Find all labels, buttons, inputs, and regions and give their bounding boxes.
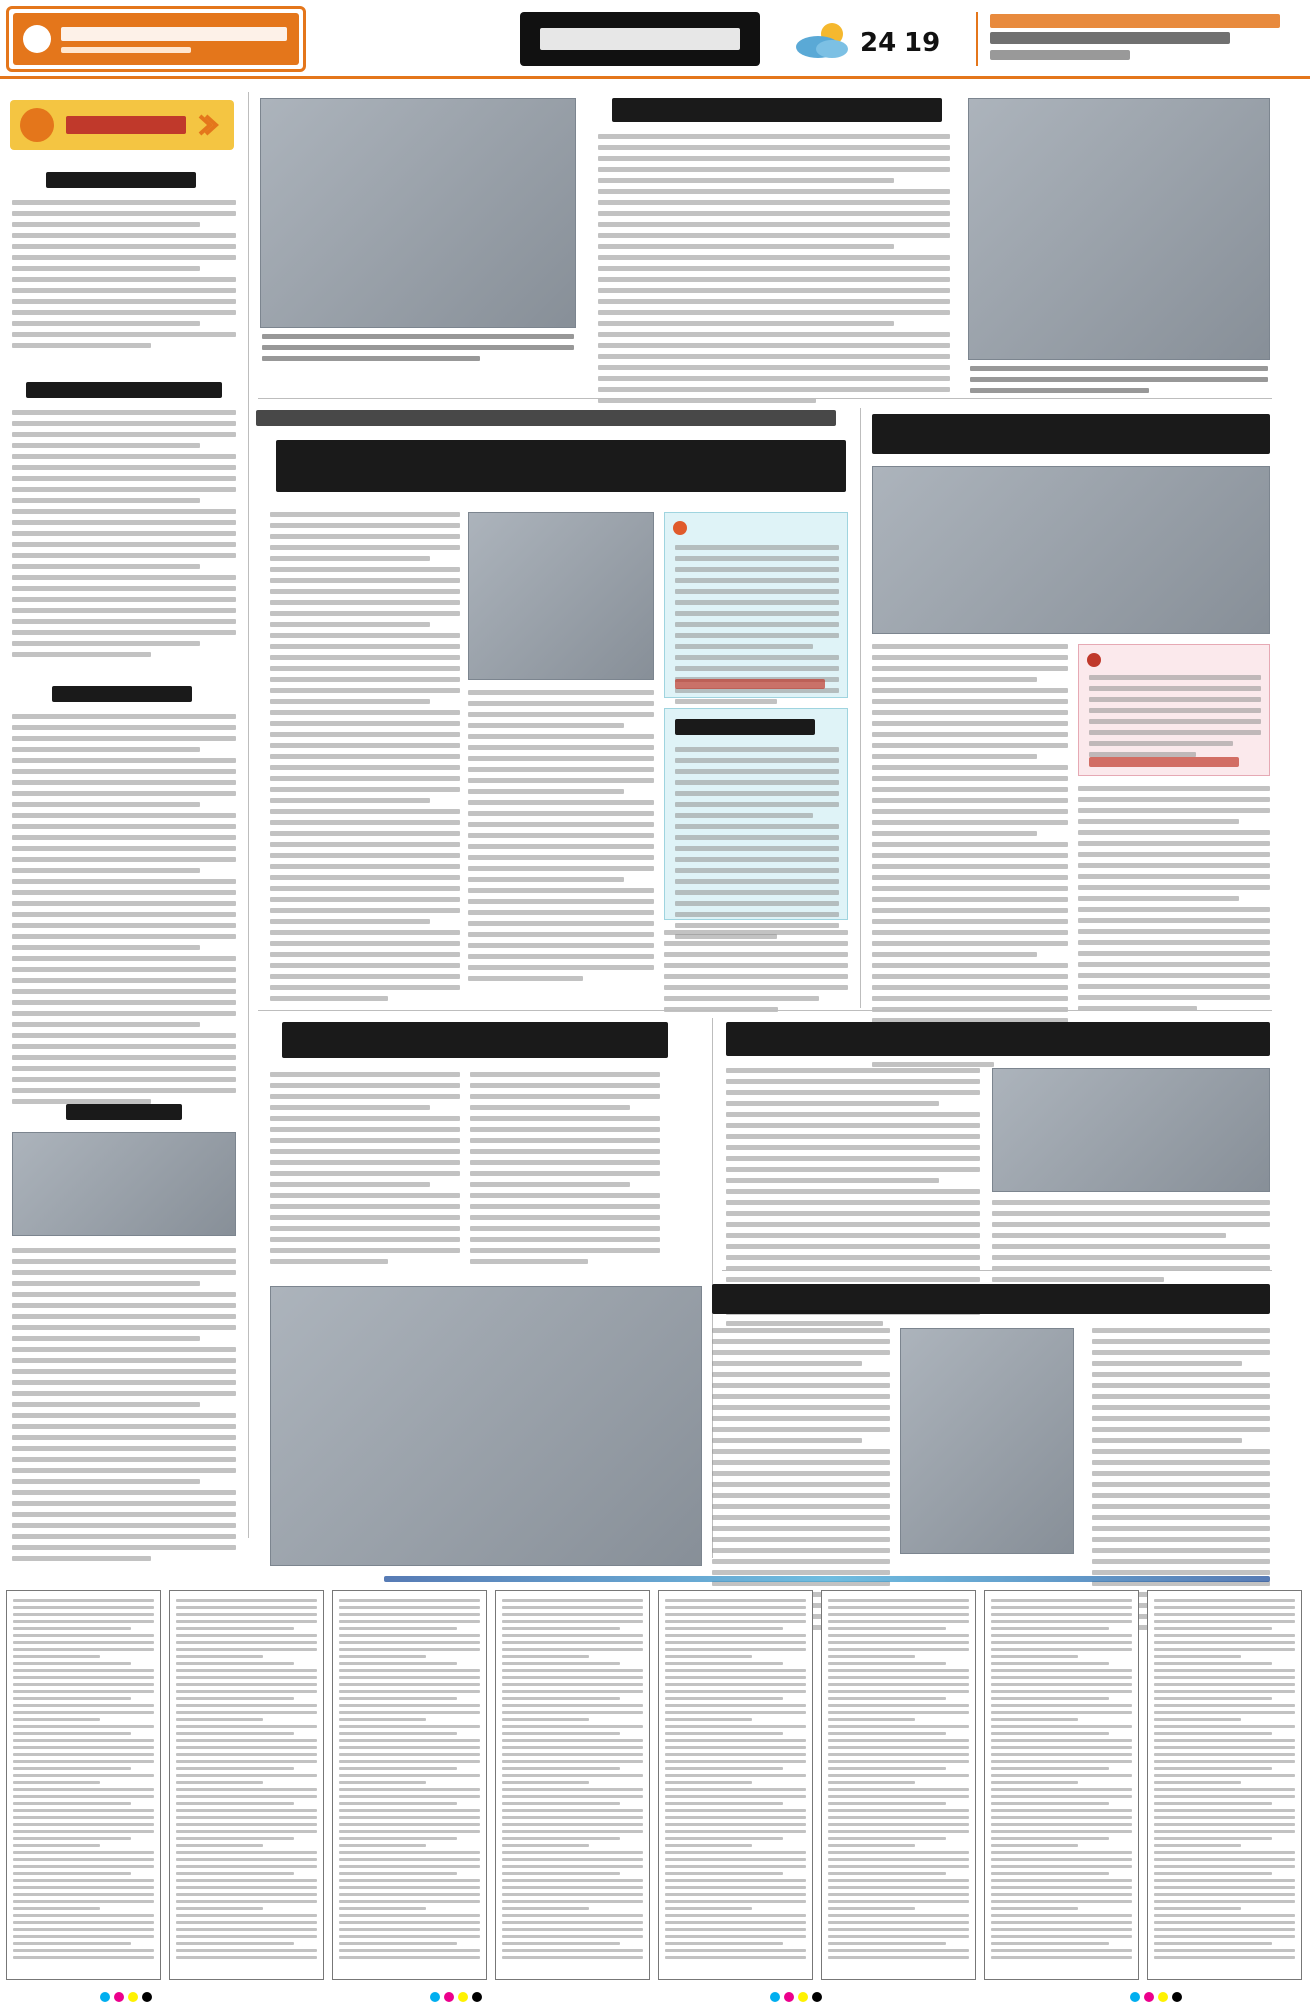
registration-dot [142, 1992, 152, 2002]
registration-dot [100, 1992, 110, 2002]
section-rule [258, 398, 1272, 399]
city [990, 50, 1130, 60]
edition-bar [520, 12, 1280, 68]
pull-quote [1089, 675, 1261, 763]
legal-notice [658, 1590, 813, 1980]
lead-headline [276, 440, 846, 492]
story-photo [968, 98, 1270, 360]
legal-notice [169, 1590, 324, 1980]
sidebar-body [675, 747, 839, 945]
story-photo [260, 98, 576, 328]
lead-kicker [256, 410, 836, 426]
registration-dot [1172, 1992, 1182, 2002]
story-photo [270, 1286, 702, 1566]
registration-dot [430, 1992, 440, 2002]
story-headline [282, 1022, 668, 1058]
legal-notice [1147, 1590, 1302, 1980]
column-rule [248, 92, 249, 1538]
brief-headline [52, 686, 192, 702]
registration-dot [114, 1992, 124, 2002]
registration-dot [770, 1992, 780, 2002]
lead-body-column [468, 690, 654, 987]
edition-title [520, 12, 760, 66]
legal-notices-section [0, 1550, 1310, 1990]
registration-dot [458, 1992, 468, 2002]
pointing-hand-icon [20, 108, 54, 142]
min-temp: 19 [904, 28, 941, 58]
story-body [270, 1072, 460, 1270]
photo-caption [970, 366, 1268, 393]
legal-notice [6, 1590, 161, 1980]
story-headline [726, 1022, 1270, 1056]
newspaper-logo [6, 6, 306, 72]
masthead-rule [0, 76, 1310, 79]
quote-attribution [675, 679, 825, 689]
story-headline [872, 414, 1270, 454]
quote-attribution [1089, 757, 1239, 767]
legal-notice [984, 1590, 1139, 1980]
registration-dot [812, 1992, 822, 2002]
story-photo [992, 1068, 1270, 1192]
max-temp: 24 [860, 28, 897, 58]
masthead [0, 0, 1310, 80]
chevron-right-icon [194, 112, 220, 138]
lead-body-column [270, 512, 460, 1007]
story-body [1078, 786, 1270, 1017]
story-photo [900, 1328, 1074, 1554]
registration-dot [784, 1992, 794, 2002]
brief-photo [12, 1132, 236, 1236]
registration-dot [798, 1992, 808, 2002]
logo-emblem-icon [23, 25, 51, 53]
brief-body [12, 714, 236, 1110]
registration-dot [444, 1992, 454, 2002]
sidebar-box [664, 708, 848, 920]
date [990, 32, 1230, 44]
briefs-column [6, 92, 242, 1572]
partly-cloudy-icon [792, 20, 854, 60]
story-body [992, 1200, 1270, 1288]
registration-marks [0, 1992, 1310, 2006]
registration-dot [1158, 1992, 1168, 2002]
day [990, 14, 1280, 28]
story-body [598, 134, 950, 409]
photo-caption [262, 334, 574, 361]
brief-body [12, 200, 236, 354]
notices-rule [384, 1576, 1270, 1582]
brief-body [12, 410, 236, 663]
registration-dot [1144, 1992, 1154, 2002]
briefs-section-title [66, 116, 186, 134]
story-headline [712, 1284, 1270, 1314]
story-body [470, 1072, 660, 1270]
dateline-box [976, 12, 1280, 66]
quote-bullet-icon [673, 521, 687, 535]
legal-notice [821, 1590, 976, 1980]
pull-quote-box [664, 512, 848, 698]
brief-body [12, 1248, 236, 1567]
story-photo [872, 466, 1270, 634]
section-rule [722, 1270, 1272, 1271]
story-body [872, 644, 1068, 1073]
brief-headline [66, 1104, 182, 1120]
pull-quote-box [1078, 644, 1270, 776]
registration-dot [128, 1992, 138, 2002]
brief-headline [26, 382, 222, 398]
sidebar-headline [675, 719, 815, 735]
story-headline [612, 98, 942, 122]
briefs-section-badge [10, 100, 234, 150]
lead-body-column [664, 930, 848, 1018]
lead-photo [468, 512, 654, 680]
registration-dot [1130, 1992, 1140, 2002]
brief-headline [46, 172, 196, 188]
column-rule [860, 408, 861, 1008]
registration-dot [472, 1992, 482, 2002]
legal-notice [495, 1590, 650, 1980]
legal-notice [332, 1590, 487, 1980]
quote-bullet-icon [1087, 653, 1101, 667]
section-rule [258, 1010, 1272, 1011]
